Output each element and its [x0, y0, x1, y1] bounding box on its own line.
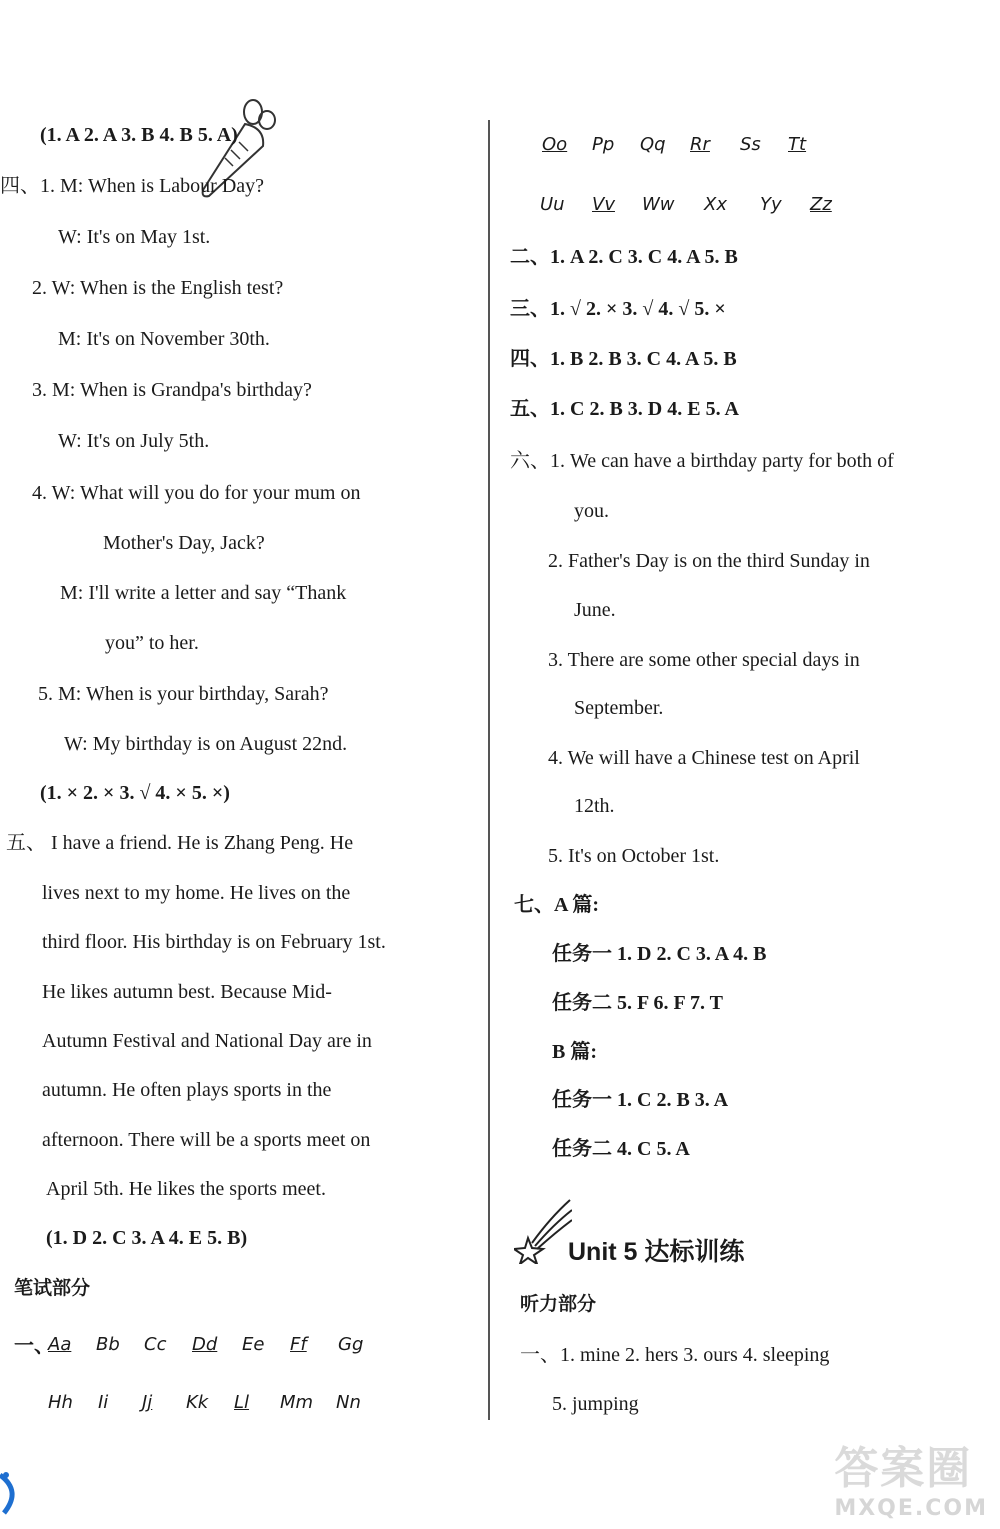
dialogue-line: you” to her.: [105, 632, 199, 654]
letter-pair: Rr: [690, 134, 710, 155]
answer-line: 任务二 4. C 5. A: [552, 1138, 690, 1160]
answer-line: 2. Father's Day is on the third Sunday in: [548, 550, 870, 572]
dialogue-line: W: It's on July 5th.: [58, 430, 210, 452]
section-heading-written: 笔试部分: [14, 1278, 91, 1299]
letter-pair: Yy: [760, 194, 782, 215]
answer-line: 12th.: [574, 795, 615, 817]
passage-line: third floor. His birthday is on February 1st.: [42, 931, 386, 953]
dialogue-line: W: My birthday is on August 22nd.: [64, 733, 348, 755]
column-divider: [488, 120, 490, 1420]
answer-line: B 篇:: [552, 1041, 597, 1063]
dialogue-line: W: It's on May 1st.: [58, 226, 211, 248]
answer-line: 5. It's on October 1st.: [548, 845, 720, 867]
answer-line: 4. We will have a Chinese test on April: [548, 747, 860, 769]
answer-line: 任务一 1. C 2. B 3. A: [552, 1089, 729, 1111]
letter-pair: Zz: [810, 194, 832, 215]
letter-pair: Ww: [642, 194, 675, 215]
section-heading-listening: 听力部分: [520, 1294, 597, 1315]
watermark-logo: 答案圈: [834, 1443, 973, 1494]
letter-pair: Qq: [640, 134, 666, 155]
answer-line: (1. × 2. × 3. √ 4. × 5. ×): [40, 782, 230, 804]
letter-pair: Vv: [592, 194, 615, 215]
handwriting-row: [542, 132, 962, 158]
passage-line: He likes autumn best. Because Mid-: [42, 981, 332, 1003]
answer-line: June.: [574, 599, 616, 621]
answer-line: September.: [574, 697, 664, 719]
letter-pair: Gg: [338, 1334, 364, 1355]
answer-line: 七、A 篇:: [514, 894, 599, 916]
letter-pair: Ll: [234, 1392, 250, 1413]
passage-line: 五、 I have a friend. He is Zhang Peng. He: [6, 832, 354, 854]
passage-line: April 5th. He likes the sports meet.: [46, 1178, 326, 1200]
passage-line: autumn. He often plays sports in the: [42, 1079, 332, 1101]
letter-pair: Dd: [192, 1334, 218, 1355]
letter-pair: Ff: [290, 1334, 307, 1355]
letter-pair: Bb: [96, 1334, 120, 1355]
letter-pair: Oo: [542, 134, 568, 155]
shooting-star-icon: [514, 1198, 572, 1264]
letter-pair: Ss: [740, 134, 761, 155]
dialogue-line: 5. M: When is your birthday, Sarah?: [38, 683, 329, 705]
watermark: [834, 1432, 988, 1521]
letter-pair: Jj: [142, 1392, 153, 1413]
letter-pair: Kk: [186, 1392, 209, 1413]
answer-line: 六、1. We can have a birthday party for both of: [510, 450, 894, 472]
letter-pair: Cc: [144, 1334, 167, 1355]
letter-pair: Ee: [242, 1334, 265, 1355]
dialogue-line: 3. M: When is Grandpa's birthday?: [32, 379, 312, 401]
unit-title: Unit 5 达标训练: [568, 1238, 745, 1266]
answer-line: 任务一 1. D 2. C 3. A 4. B: [552, 943, 767, 965]
letter-pair: Aa: [48, 1334, 72, 1355]
letter-pair: Nn: [336, 1392, 361, 1413]
answer-line: 一、1. mine 2. hers 3. ours 4. sleeping: [520, 1344, 830, 1366]
letter-pair: Xx: [704, 194, 727, 215]
answer-line: you.: [574, 500, 609, 522]
section-number: 一、: [14, 1335, 54, 1357]
letter-pair: Pp: [592, 134, 615, 155]
handwriting-row: [540, 192, 960, 218]
handwriting-row: [48, 1332, 468, 1358]
answer-line: (1. D 2. C 3. A 4. E 5. B): [46, 1227, 248, 1249]
letter-pair: Hh: [48, 1392, 73, 1413]
answer-line: 5. jumping: [552, 1393, 639, 1415]
dialogue-line: M: It's on November 30th.: [58, 328, 270, 350]
dialogue-line: 四、1. M: When is Labour Day?: [0, 175, 265, 197]
answer-line: 五、1. C 2. B 3. D 4. E 5. A: [510, 398, 739, 420]
watermark-url: MXQE.COM: [834, 1496, 988, 1521]
passage-line: Autumn Festival and National Day are in: [42, 1030, 372, 1052]
passage-line: lives next to my home. He lives on the: [42, 882, 351, 904]
passage-line: afternoon. There will be a sports meet on: [42, 1129, 371, 1151]
handwriting-row: [48, 1390, 468, 1416]
dialogue-line: 4. W: What will you do for your mum on: [32, 482, 361, 504]
dialogue-line: M: I'll write a letter and say “Thank: [60, 582, 347, 604]
letter-pair: Uu: [540, 194, 565, 215]
page-corner-icon: [0, 1471, 26, 1515]
answer-line: 3. There are some other special days in: [548, 649, 860, 671]
answer-line: 三、1. √ 2. × 3. √ 4. √ 5. ×: [510, 298, 726, 320]
answer-line: 四、1. B 2. B 3. C 4. A 5. B: [510, 348, 737, 370]
answer-line: (1. A 2. A 3. B 4. B 5. A): [40, 124, 238, 146]
letter-pair: Mm: [280, 1392, 314, 1413]
answer-line: 任务二 5. F 6. F 7. T: [552, 992, 723, 1014]
dialogue-line: 2. W: When is the English test?: [32, 277, 284, 299]
letter-pair: Tt: [788, 134, 807, 155]
letter-pair: Ii: [98, 1392, 109, 1413]
answer-line: 二、1. A 2. C 3. C 4. A 5. B: [510, 246, 738, 268]
dialogue-line: Mother's Day, Jack?: [103, 532, 265, 554]
